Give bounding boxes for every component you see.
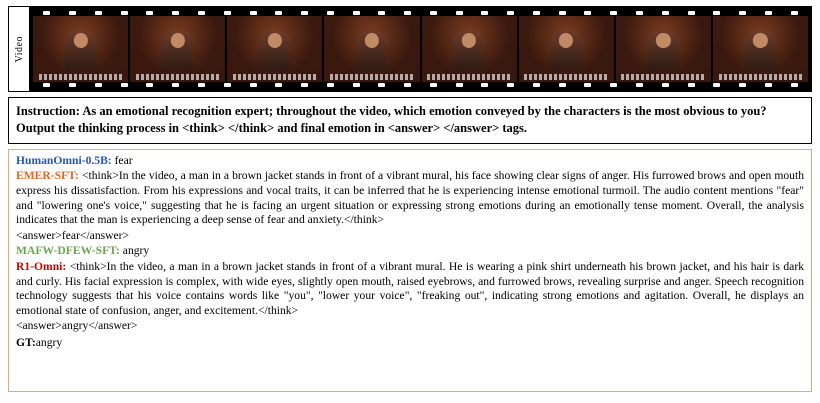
response-emer-sft <box>16 169 804 227</box>
response-text-r1-omni: <think>In the video, a man in a brown jacket stands in front of a vibrant mural. He is wearing a pink shirt underneath his brown jacket, and his hair is dark and curly. His facial expression is complex, with wide eyes, slightly open mouth, raised eyebrows, and furrowed brows, revealing surprise and anger. Speech recognition technology suggests that his voice contains words like "you", "lower your voice", "freaking out", indicating strong emotions and agitation. Overall, he displays an emotional state of confusion, anger, and excitement.</think> <box>16 259 804 317</box>
ground-truth-value: angry <box>35 335 63 349</box>
response-label-humanomni: HumanOmni-0.5B: <box>16 153 112 167</box>
video-label-text: Video <box>13 35 25 63</box>
responses-box <box>8 149 812 392</box>
video-frames <box>30 16 811 82</box>
response-text-humanomni: fear <box>111 153 133 167</box>
video-frame <box>519 16 614 82</box>
response-mafw-dfew-sft <box>16 244 804 259</box>
response-label-emer-sft: EMER-SFT: <box>16 169 79 183</box>
instruction-text: Instruction: As an emotional recognition expert; throughout the video, which emotion conveyed by the characters is the most obvious to you? Output the thinking process in <think> </think> and final emotion in <answer> </answer> tags. <box>16 104 767 135</box>
video-frame <box>227 16 322 82</box>
video-frame <box>422 16 517 82</box>
instruction-box <box>8 97 812 144</box>
response-label-mafw-dfew-sft: MAFW-DFEW-SFT: <box>16 244 120 258</box>
video-frame <box>130 16 225 82</box>
answer-emer-sft <box>16 229 804 244</box>
ground-truth-line <box>16 336 804 351</box>
video-frame <box>33 16 128 82</box>
filmstrip-perforations-bottom <box>30 82 811 88</box>
response-humanomni <box>16 154 804 169</box>
answer-r1-omni <box>16 319 804 334</box>
response-text-emer-sft: <think>In the video, a man in a brown jacket stands in front of a vibrant mural, his face showing clear signs of anger. His furrowed brows and open mouth express his dissatisfaction. From his expressions and vocal traits, it can be inferred that he is experiencing intense emotional turmoil. The audio content mentions "fear" and "lowering one's voice," suggesting that he is facing an urgent situation or expressing strong emotions during an emotionally tense moment. Overall, the analysis indicates that the man is experiencing a deep sense of fear and anxiety.</think> <box>16 169 804 227</box>
video-label <box>9 7 30 91</box>
video-frame <box>324 16 419 82</box>
video-frame <box>713 16 808 82</box>
ground-truth-label: GT: <box>16 335 36 349</box>
answer-text-r1-omni: <answer>angry</answer> <box>16 319 138 333</box>
filmstrip <box>30 7 811 91</box>
response-label-r1-omni: R1-Omni: <box>16 259 67 273</box>
response-text-mafw-dfew-sft: angry <box>119 244 150 258</box>
response-r1-omni <box>16 260 804 318</box>
answer-text-emer-sft: <answer>fear</answer> <box>16 228 130 242</box>
video-frame <box>616 16 711 82</box>
video-strip-panel <box>8 6 812 92</box>
